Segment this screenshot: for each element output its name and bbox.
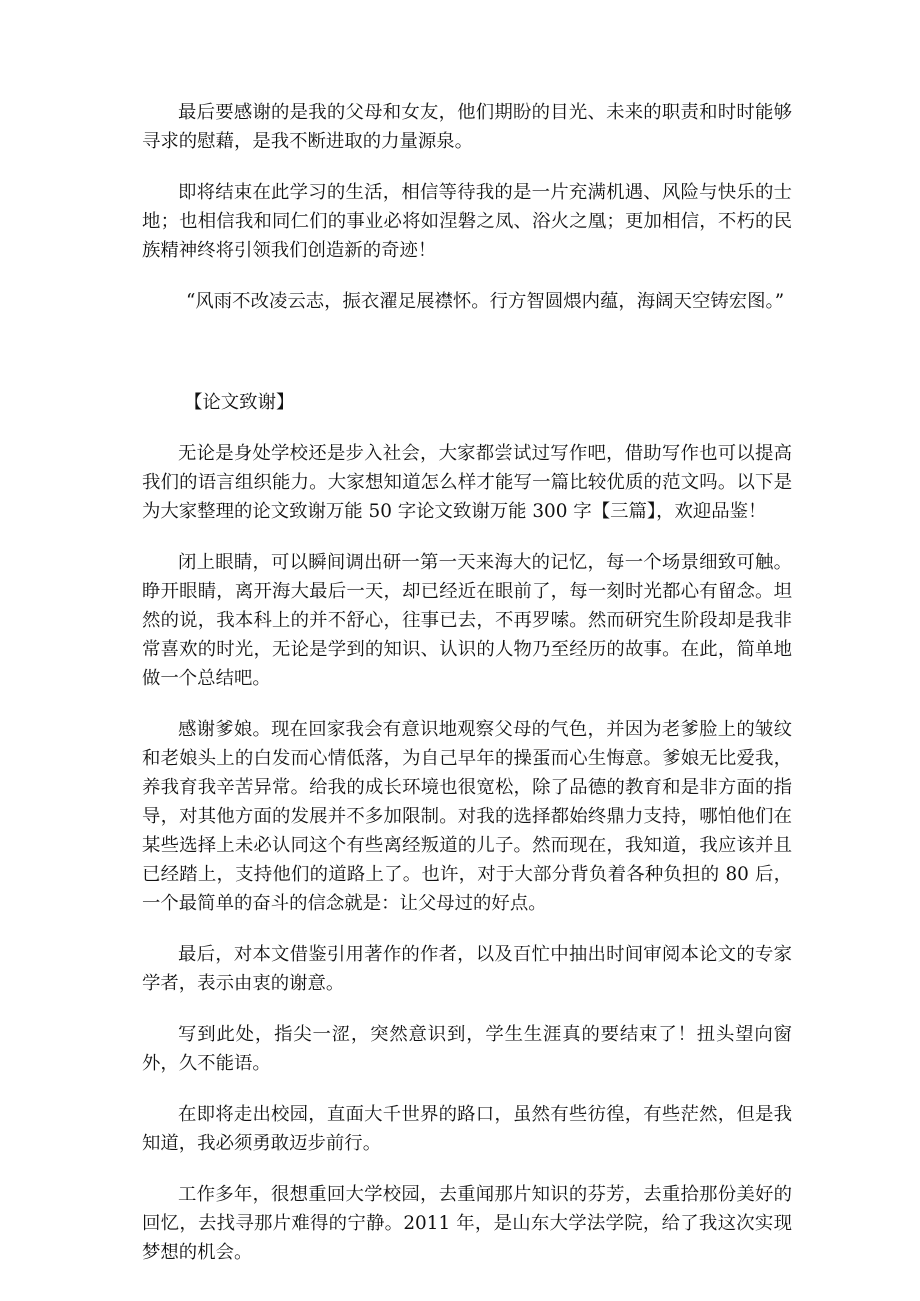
paragraph-ending-study: 即将结束在此学习的生活，相信等待我的是一片充满机遇、风险与快乐的士地；也相信我和同仁们的事业必将如涅磐之凤、浴火之凰；更加相信，不朽的民族精神终将引领我们创造新的奇迹！ — [142, 182, 792, 261]
paragraph-thanks-scholars: 最后，对本文借鉴引用著作的作者，以及百忙中抽出时间审阅本论文的专家学者，表示由衷的谢意。 — [142, 944, 792, 994]
section-spacer — [142, 338, 792, 388]
paragraph-thanks-parents: 最后要感谢的是我的父母和女友，他们期盼的目光、未来的职责和时时能够寻求的慰藉，是我不断进取的力量源泉。 — [142, 102, 792, 152]
paragraph-ending: 写到此处，指尖一涩，突然意识到，学生生涯真的要结束了！扭头望向窗外，久不能语。 — [142, 1024, 792, 1074]
paragraph-memories: 闭上眼睛，可以瞬间调出研一第一天来海大的记忆，每一个场景细致可触。睁开眼睛，离开海大最后一天，却已经近在眼前了，每一刻时光都心有留念。坦然的说，我本科上的并不舒心，往事已去，不再罗嗦。然而研究生阶段却是我非常喜欢的时光，无论是学到的知识、认识的人物乃至经历的故事。在此，简单地做一个总结吧。 — [142, 552, 792, 689]
paragraph-return-campus: 工作多年，很想重回大学校园，去重闻那片知识的芬芳，去重拾那份美好的回忆，去找寻那片难得的宁静。2011 年，是山东大学法学院，给了我这次实现梦想的机会。 — [142, 1184, 792, 1263]
paragraph-thanks-family: 感谢爹娘。现在回家我会有意识地观察父母的气色，并因为老爹脸上的皱纹和老娘头上的白发而心情低落，为自己早年的操蛋而心生悔意。爹娘无比爱我，养我育我辛苦异常。给我的成长环境也很宽松，除了品德的教育和是非方面的指导，对其他方面的发展并不多加限制。对我的选择都始终鼎力支持，哪怕他们在某些选择上未必认同这个有些离经叛道的儿子。然而现在，我知道，我应该并且已经踏上，支持他们的道路上了。也许，对于大部分背负着各种负担的 80 后，一个最简单的奋斗的信念就是：让父母过的好点。 — [142, 719, 792, 914]
paragraph-future: 在即将走出校园，直面大千世界的路口，虽然有些彷徨，有些茫然，但是我知道，我必须勇敢迈步前行。 — [142, 1104, 792, 1154]
document-page — [142, 98, 792, 1289]
paragraph-quote: “风雨不改凌云志，振衣濯足展襟怀。行方智圆煨内蕴，海阔天空铸宏图。” — [186, 291, 785, 312]
paragraph-intro: 无论是身处学校还是步入社会，大家都尝试过写作吧，借助写作也可以提高我们的语言组织能力。大家想知道怎么样才能写一篇比较优质的范文吗。以下是为大家整理的论文致谢万能 50 字论文致谢万能 300 字【三篇】，欢迎品鉴！ — [142, 443, 792, 522]
section-heading: 【论文致谢】 — [184, 392, 295, 413]
